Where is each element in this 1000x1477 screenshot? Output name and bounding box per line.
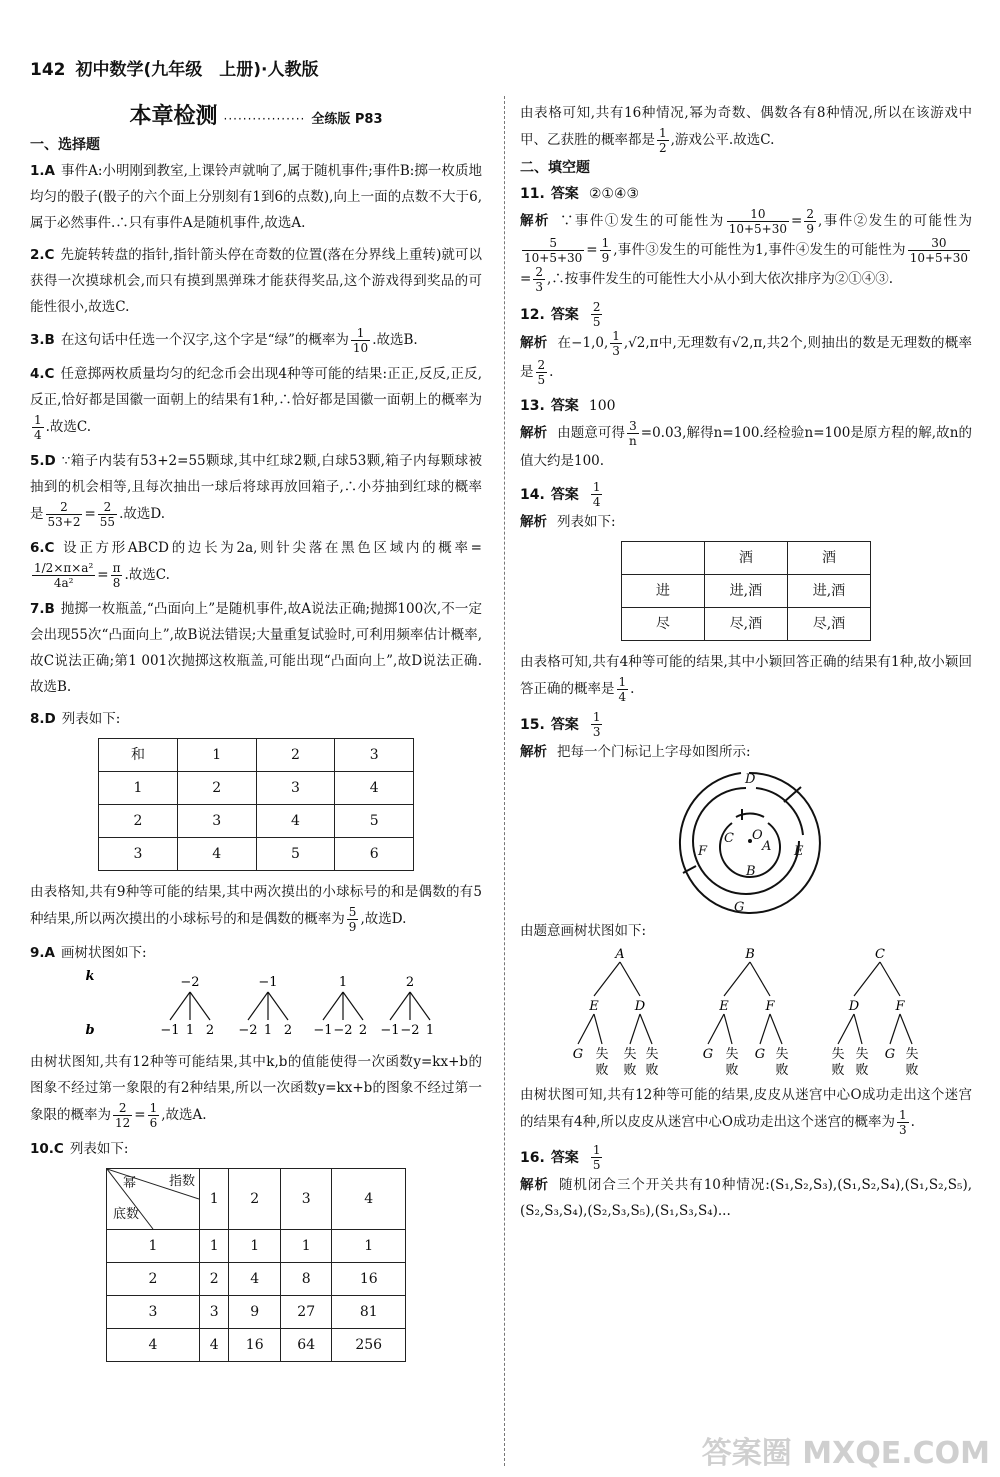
tree-node: E — [719, 999, 729, 1014]
q9-conclusion: 由树状图知,共有12种等可能结果,其中k,b的值能使得一次函数y=kx+b的图象不经过第一象限的有2种结果,所以一次函数y=kx+b的图象不经过第一象限的概率为 $\frac{2}{12}$ = $\frac{1}{6}$ ,故选A. — [30, 1054, 482, 1130]
tree-leaf: 失 — [775, 1047, 789, 1062]
tree-leaf: 失 — [725, 1047, 739, 1062]
tree-root: C — [875, 947, 885, 962]
table-cell: 3 — [99, 838, 178, 871]
q10-table: 幂 指数 底数 1 2 3 4 1 1 1 1 1 2 2 4 8 16 3 3 9 27 81 4 4 16 64 256 — [106, 1168, 406, 1362]
tree-branch — [410, 992, 430, 1020]
part2-heading: 二、填空题 — [520, 160, 590, 176]
q7: 7.B 抛掷一枚瓶盖,“凸面向上”是随机事件,故A说法正确;抛掷100次,不一定会出现55次“凸面向上”,故B说法错误;大量重复试验时,可利用频率估计概率,故C说法正确;第1 001次抛掷这枚瓶盖,可能出现“凸面向上”,故D说法正确.故选B. — [30, 601, 482, 695]
tree-branch — [890, 1014, 900, 1044]
tree-node: E — [589, 999, 599, 1014]
maze-diagram — [520, 765, 972, 915]
tree-branch — [630, 1014, 640, 1044]
table-cell: 尽,酒 — [787, 608, 870, 641]
tree-branch — [640, 1014, 652, 1044]
tree-branch — [594, 1014, 602, 1044]
tree-branch — [594, 962, 620, 996]
svg-text:D: D — [745, 772, 756, 787]
tree-leaf: −2 — [400, 1023, 420, 1038]
tree-leaf: G — [884, 1047, 896, 1062]
tree-leaf: −2 — [238, 1023, 258, 1038]
tree-node: D — [848, 999, 860, 1014]
tree-branch — [170, 992, 190, 1020]
tree-leaf: G — [702, 1047, 714, 1062]
table-cell: 2 — [177, 772, 256, 805]
page-number: 142 — [30, 60, 66, 80]
q4: 4.C 任意掷两枚质量均匀的纪念币会出现4种等可能的结果:正正,反反,正反,反正,恰好都是国徽一面朝上的结果有1种,∴恰好都是国徽一面朝上的概率为 $\frac{1}{4}$ .故选C. — [30, 366, 482, 442]
tree-branch — [854, 1014, 862, 1044]
tree-leaf: 1 — [185, 1023, 195, 1038]
q12-explanation: 解析 在−1,0, $\frac{1}{3}$ ,√2,π中,无理数有√2,π,共2个,则抽出的数是无理数的概率是 $\frac{2}{5}$ . — [520, 329, 972, 387]
table-cell: 4 — [256, 805, 335, 838]
tree-root: 1 — [338, 975, 348, 990]
q13-answer: 13. 答案 100 — [520, 398, 616, 414]
table-cell: 1 — [99, 772, 178, 805]
q15-answer: 15. 答案 $\frac{1}{3}$ — [520, 710, 601, 739]
q2: 2.C 先旋转转盘的指针,指针箭头停在奇数的位置(落在分界线上重转)就可以获得一次摸球机会,而只有摸到黑弹珠才能获得奖品,这个游戏得到奖品的可能性很小,故选C. — [30, 247, 482, 315]
table-cell: 8 — [280, 1263, 332, 1296]
tree-branch — [343, 992, 363, 1020]
table-cell: 64 — [280, 1329, 332, 1362]
tree-leaf: 1 — [263, 1023, 273, 1038]
q15-tree-intro: 由题意画树状图如下: — [520, 923, 647, 939]
q8-table — [98, 738, 414, 871]
left-column — [30, 100, 482, 1370]
table-cell: 1 — [332, 1230, 406, 1263]
q3: 3.B 在这句话中任选一个汉字,这个字是“绿”的概率为 $\frac{1}{10}$ .故选B. — [30, 326, 418, 355]
tree-root: A — [615, 947, 625, 962]
tree-leaf: 2 — [358, 1023, 368, 1038]
watermark: 答案圈 MXQE.COM — [701, 1436, 990, 1471]
table-row — [99, 739, 414, 772]
tree-leaf: −2 — [333, 1023, 353, 1038]
q8: 8.D 列表如下: — [30, 711, 121, 727]
q6: 6.C 设正方形ABCD的边长为2a,则针尖落在黑色区域内的概率= $\frac{\text{1/2×π×a²}}{\text{4a²}}$ = $\frac{\pi}{8}$ .故选C. — [30, 540, 482, 590]
q14-explanation: 解析 列表如下: — [520, 514, 616, 530]
q15-tree-diagram — [520, 944, 972, 1079]
tree-leaf: 失 — [855, 1047, 869, 1062]
tree-leaf: 失 — [595, 1047, 609, 1062]
table-cell: 进,酒 — [704, 575, 787, 608]
tree-leaf: 败 — [775, 1063, 789, 1078]
tree-branch — [900, 1014, 912, 1044]
table-cell: 4 — [335, 772, 414, 805]
tree-leaf: 败 — [595, 1063, 609, 1078]
q15-explanation: 解析 把每一个门标记上字母如图所示: — [520, 744, 751, 760]
table-row — [622, 575, 871, 608]
tree-leaf: G — [754, 1047, 766, 1062]
tree-root: 2 — [405, 975, 415, 990]
tree-branch — [880, 962, 900, 996]
table-cell: 4 — [107, 1329, 200, 1362]
tree-branch — [854, 962, 880, 996]
table-cell: 尽 — [622, 608, 705, 641]
svg-text:E: E — [794, 844, 804, 859]
table-cell: 2 — [200, 1263, 229, 1296]
table-row — [107, 1263, 406, 1296]
q10-corner-cell: 幂 指数 底数 — [107, 1169, 200, 1230]
table-cell: 3 — [200, 1296, 229, 1329]
tree-leaf: 失 — [645, 1047, 659, 1062]
q8-conclusion: 由表格知,共有9种等可能的结果,其中两次摸出的小球标号的和是偶数的有5种结果,所以两次摸出的小球标号的和是偶数的概率为 $\frac{5}{9}$ ,故选D. — [30, 884, 482, 934]
tree-leaf: 1 — [425, 1023, 435, 1038]
tree-leaf: −1 — [160, 1023, 180, 1038]
svg-text:B: B — [746, 864, 756, 879]
q14-table — [621, 541, 871, 641]
table-cell: 3 — [107, 1296, 200, 1329]
table-cell: 6 — [335, 838, 414, 871]
tree-node: F — [895, 999, 905, 1014]
svg-text:C: C — [724, 831, 734, 846]
table-row — [622, 608, 871, 641]
tree-root: −2 — [180, 975, 200, 990]
tree-leaf: G — [572, 1047, 584, 1062]
table-cell: 3 — [335, 739, 414, 772]
book-title: 初中数学(九年级 上册)·人教版 — [75, 60, 319, 80]
q9-tree-diagram — [30, 966, 482, 1046]
tree-b-label: b — [85, 1023, 95, 1038]
table-cell: 和 — [99, 739, 178, 772]
tree-branch — [708, 1014, 724, 1044]
table-cell: 2 — [256, 739, 335, 772]
table-row — [622, 542, 871, 575]
table-cell: 1 — [280, 1230, 332, 1263]
q10: 10.C 列表如下: — [30, 1141, 129, 1157]
tree-leaf: 败 — [623, 1063, 637, 1078]
table-cell: 1 — [200, 1230, 229, 1263]
table-cell: 尽,酒 — [704, 608, 787, 641]
tree-leaf: 失 — [831, 1047, 845, 1062]
tree-k-label: k — [85, 969, 95, 984]
table-cell: 3 — [256, 772, 335, 805]
page-header — [30, 62, 319, 79]
tree-leaf: 败 — [905, 1063, 919, 1078]
q14-conclusion: 由表格可知,共有4种等可能的结果,其中小颖回答正确的结果有1种,故小颖回答正确的概率是 $\frac{1}{4}$ . — [520, 654, 972, 704]
table-cell — [622, 542, 705, 575]
q15-conclusion: 由树状图可知,共有12种等可能的结果,皮皮从迷宫中心O成功走出这个迷宫的结果有4种,所以皮皮从迷宫中心O成功走出这个迷宫的概率为 $\frac{1}{3}$ . — [520, 1087, 972, 1137]
q16-answer: 16. 答案 $\frac{1}{5}$ — [520, 1143, 601, 1172]
tree-branch — [390, 992, 410, 1020]
tree-branch — [760, 1014, 770, 1044]
tree-leaf: 2 — [205, 1023, 215, 1038]
tree-branch — [838, 1014, 854, 1044]
table-cell: 酒 — [787, 542, 870, 575]
column-divider — [504, 96, 505, 1466]
q13-explanation: 解析 由题意可得 $\frac{3}{n}$ =0.03,解得n=100.经检验n=100是原方程的解,故n的值大约是100. — [520, 419, 973, 469]
table-row — [99, 772, 414, 805]
tree-leaf: −1 — [313, 1023, 333, 1038]
tree-branch — [268, 992, 288, 1020]
q9: 9.A 画树状图如下: — [30, 945, 147, 961]
table-cell: 进,酒 — [787, 575, 870, 608]
table-row — [99, 838, 414, 871]
table-cell: 2 — [99, 805, 178, 838]
table-cell: 81 — [332, 1296, 406, 1329]
tree-leaf: 败 — [725, 1063, 739, 1078]
tree-branch — [770, 1014, 782, 1044]
tree-leaf: 败 — [831, 1063, 845, 1078]
q16-explanation: 解析 随机闭合三个开关共有10种情况:(S₁,S₂,S₃),(S₁,S₂,S₄),(S₁,S₂,S₅),(S₂,S₃,S₄),(S₂,S₃,S₅),(S₁,S₃,S₄)... — [520, 1177, 973, 1219]
table-row — [107, 1296, 406, 1329]
table-cell: 1 — [107, 1230, 200, 1263]
tree-branch — [190, 992, 210, 1020]
tree-branch — [750, 962, 770, 996]
q14-answer: 14. 答案 $\frac{1}{4}$ — [520, 480, 601, 509]
table-cell: 5 — [256, 838, 335, 871]
table-cell: 16 — [332, 1263, 406, 1296]
q11-explanation: 解析 ∵事件①发生的可能性为 $\frac{10}{10+5+30}$ = $\frac{2}{9}$ ,事件②发生的可能性为 $\frac{5}{10+5+30}$ = $\frac{1}{9}$ ,事件③发生的可能性为1,事件④发生的可能性为 $\frac{30}{10+5+30}$ = $\frac{2}{3}$ ,∴按事件发生的可能性大小从小到大依次排序为②①④③. — [520, 207, 973, 294]
table-cell: 9 — [229, 1296, 281, 1329]
table-cell: 4 — [229, 1263, 281, 1296]
tree-leaf: 败 — [645, 1063, 659, 1078]
right-column — [520, 100, 972, 1224]
q11-answer: 11. 答案 ②①④③ — [520, 186, 640, 202]
table-cell: 2 — [107, 1263, 200, 1296]
tree-branch — [323, 992, 343, 1020]
tree-branch — [248, 992, 268, 1020]
q1: 1.A 事件A:小明刚到教室,上课铃声就响了,属于随机事件;事件B:掷一枚质地均匀的骰子(骰子的六个面上分别刻有1到6的点数),向上一面的点数不大于6,属于必然事件.∴只有事件A是随机事件,故选A. — [30, 163, 482, 231]
tree-root: B — [745, 947, 755, 962]
table-cell: 进 — [622, 575, 705, 608]
tree-branch — [578, 1014, 594, 1044]
table-cell: 5 — [335, 805, 414, 838]
tree-leaf: 失 — [623, 1047, 637, 1062]
table-cell: 1 — [177, 739, 256, 772]
q12-answer: 12. 答案 $\frac{2}{5}$ — [520, 300, 601, 329]
tree-branch — [724, 962, 750, 996]
q5: 5.D ∵箱子内装有53+2=55颗球,其中红球2颗,白球53颗,箱子内每颗球被抽到的机会相等,且每次抽出一球后将球再放回箱子,∴小芬抽到红球的概率是 $\frac{2}{53+2}$ = $\frac{2}{55}$ .故选D. — [30, 453, 482, 529]
table-cell: 3 — [177, 805, 256, 838]
tree-node: D — [634, 999, 646, 1014]
svg-text:O: O — [752, 828, 763, 843]
tree-leaf: −1 — [380, 1023, 400, 1038]
tree-root: −1 — [258, 975, 278, 990]
tree-leaf: 2 — [283, 1023, 293, 1038]
table-cell: 27 — [280, 1296, 332, 1329]
table-cell: 1 — [229, 1230, 281, 1263]
section-title: 本章检测 ················· 全练版 P83 — [129, 104, 383, 129]
tree-leaf: 失 — [905, 1047, 919, 1062]
table-row — [107, 1329, 406, 1362]
tree-branch — [620, 962, 640, 996]
tree-node: F — [765, 999, 775, 1014]
table-cell: 256 — [332, 1329, 406, 1362]
table-cell: 4 — [177, 838, 256, 871]
table-row — [99, 805, 414, 838]
tree-branch — [724, 1014, 732, 1044]
svg-text:G: G — [734, 900, 745, 915]
table-cell: 4 — [200, 1329, 229, 1362]
part1-heading: 一、选择题 — [30, 137, 100, 153]
svg-text:F: F — [698, 844, 708, 859]
q10-conclusion: 由表格可知,共有16种情况,幂为奇数、偶数各有8种情况,所以在该游戏中甲、乙获胜的概率都是 $\frac{1}{2}$ ,游戏公平.故选C. — [520, 105, 972, 155]
svg-text:A: A — [762, 839, 772, 854]
tree-leaf: 败 — [855, 1063, 869, 1078]
table-row — [107, 1230, 406, 1263]
table-cell: 酒 — [704, 542, 787, 575]
table-cell: 16 — [229, 1329, 281, 1362]
